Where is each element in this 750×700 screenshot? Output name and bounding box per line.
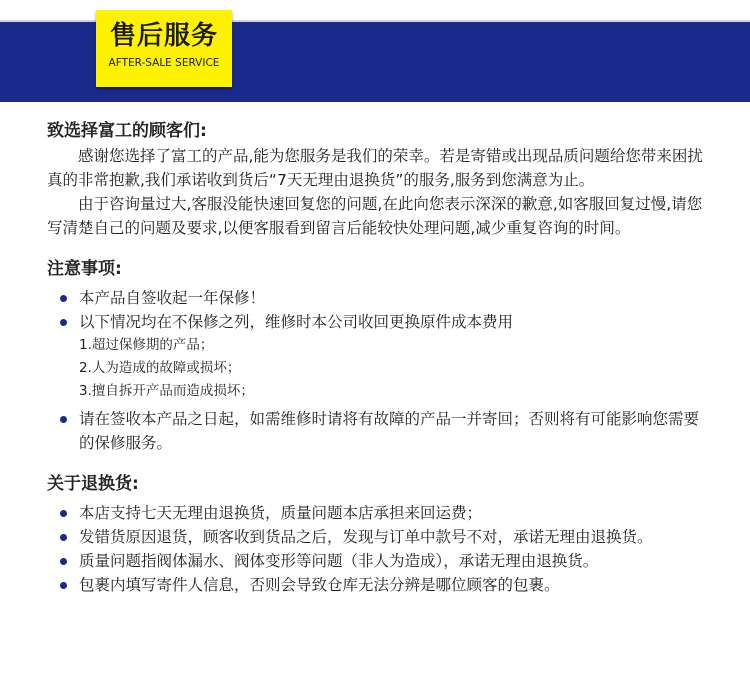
- returns-item-1: 本店支持七天无理由退换货，质量问题本店承担来回运费；: [79, 504, 483, 522]
- notes-item-2: 以下情况均在不保修之列，维修时本公司收回更换原件成本费用: [79, 313, 514, 331]
- list-item: [47, 525, 707, 549]
- list-item: [47, 501, 707, 525]
- returns-item-2: 发错货原因退货，顾客收到货品之后，发现与订单中款号不对，承诺无理由退换货。: [79, 528, 653, 546]
- bullet-icon: [60, 582, 67, 589]
- bullet-icon: [60, 558, 67, 565]
- returns-list: [47, 501, 707, 597]
- bullet-icon: [60, 319, 67, 326]
- bullet-icon: [60, 534, 67, 541]
- returns-section: [47, 471, 707, 597]
- notes-list: [47, 286, 707, 334]
- greeting-paragraph-1: 感谢您选择了富工的产品,能为您服务是我们的荣幸。若是寄错或出现品质问题给您带来困扰真的非常抱歉,我们承诺收到货后“7天无理由退换货”的服务,服务到您满意为止。: [47, 147, 703, 189]
- returns-item-4: 包裹内填写寄件人信息，否则会导致仓库无法分辨是哪位顾客的包裹。: [79, 576, 560, 594]
- list-item: [47, 310, 707, 334]
- bullet-icon: [60, 295, 67, 302]
- bullet-icon: [60, 510, 67, 517]
- header-title: 售后服务: [109, 21, 218, 51]
- notes-item-3: 请在签收本产品之日起，如需维修时请将有故障的产品一并寄回；否则将有可能影响您需要的保修服务。: [79, 410, 700, 452]
- list-item: [47, 407, 707, 455]
- greeting-title: 致选择富工的顾客们:: [47, 121, 207, 141]
- header-badge: [96, 10, 232, 87]
- header-subtitle: AFTER-SALE SERVICE: [108, 57, 220, 69]
- list-item: [47, 286, 707, 310]
- notes-section: [47, 256, 707, 455]
- main-content: [47, 118, 707, 597]
- notes-sub-item-2: 2.人为造成的故障或损坏；: [79, 360, 241, 376]
- returns-item-3: 质量问题指阀体漏水、阀体变形等问题（非人为造成），承诺无理由退换货。: [79, 552, 599, 570]
- returns-title: 关于退换货:: [47, 474, 139, 494]
- list-item: [47, 549, 707, 573]
- notes-title: 注意事项:: [47, 259, 122, 279]
- notes-sub-item-1: 1.超过保修期的产品；: [79, 337, 214, 353]
- greeting-section: [47, 118, 707, 240]
- notes-sub-item-3: 3.擅自拆开产品而造成损坏；: [79, 383, 254, 399]
- notes-list-continued: [47, 407, 707, 455]
- list-item: [47, 573, 707, 597]
- notes-item-1: 本产品自签收起一年保修！: [79, 289, 266, 307]
- bullet-icon: [60, 416, 67, 423]
- greeting-paragraph-2: 由于咨询量过大,客服没能快速回复您的问题,在此向您表示深深的歉意,如客服回复过慢,请您写清楚自己的问题及要求,以便客服看到留言后能较快处理问题,减少重复咨询的时间。: [47, 195, 703, 237]
